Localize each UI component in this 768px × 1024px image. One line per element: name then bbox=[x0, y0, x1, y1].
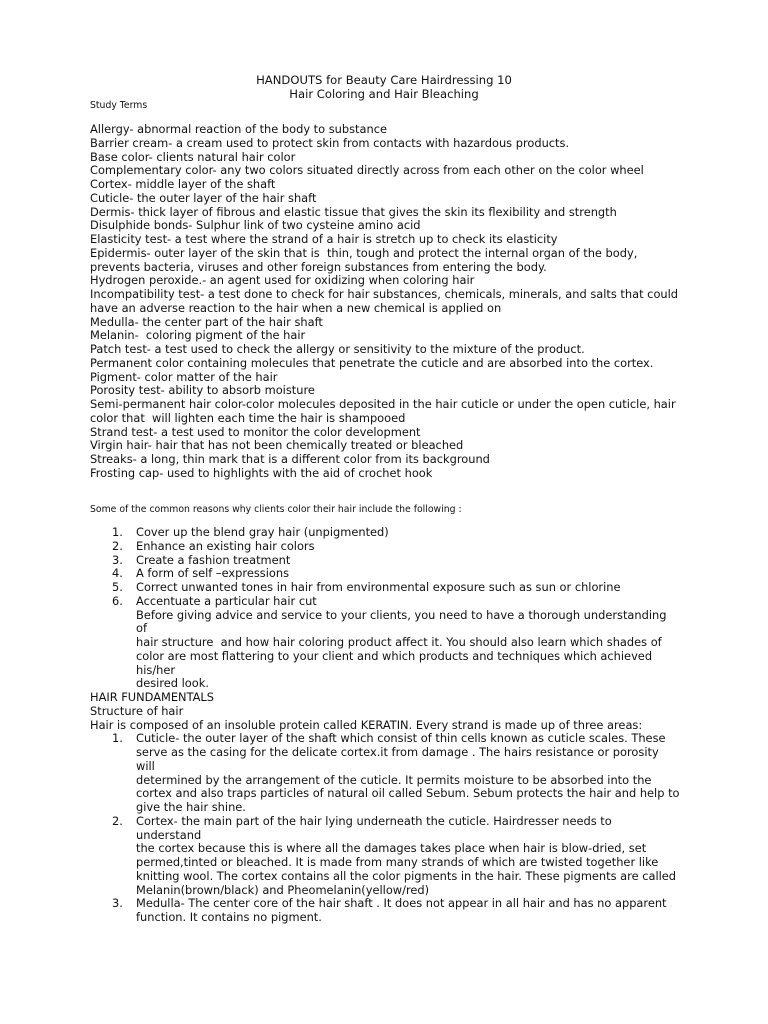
term: Barrier cream- a cream used to protect skin from contacts with hazardous products. bbox=[90, 135, 570, 150]
term: Elasticity test- a test where the strand of a hair is stretch up to check its elasticity bbox=[90, 232, 558, 246]
list-text: Cortex- the main part of the hair lying underneath the cuticle. Hairdresser needs to understand the cortex because this is where all the damages takes place when hair is blow-dried, set permed,tinted or bleached. It is made from many strands of which are twisted together like knitting wool. The cortex contains all the color pigments in the hair. These pigments are called Melanin(brown/black) and Pheomelanin(yellow/red) bbox=[136, 813, 677, 897]
advice-paragraph: Before giving advice and service to your clients, you need to have a thorough understanding of hair structure and how hair coloring product affect it. You should also learn which shades of color are most flattering to your client and which products and techniques which achieved his/her desired look. bbox=[136, 607, 667, 691]
term: Patch test- a test used to check the allergy or sensitivity to the mixture of the product. bbox=[90, 342, 585, 356]
list-text: Correct unwanted tones in hair from environmental exposure such as sun or chlorine bbox=[136, 580, 621, 594]
list-number: 5. bbox=[112, 580, 123, 594]
list-number: 6. bbox=[112, 593, 123, 608]
list-item bbox=[90, 732, 680, 815]
list-number: 3. bbox=[112, 552, 123, 567]
section-subheading: Structure of hair bbox=[90, 703, 184, 718]
term: Pigment- color matter of the hair bbox=[90, 369, 278, 384]
study-terms-list bbox=[90, 123, 680, 481]
list-text: Cover up the blend gray hair (unpigmented) bbox=[136, 525, 389, 539]
list-number: 1. bbox=[112, 525, 123, 539]
list-number: 3. bbox=[112, 896, 123, 911]
term: Base color- clients natural hair color bbox=[90, 149, 296, 164]
term: Allergy- abnormal reaction of the body to substance bbox=[90, 122, 387, 136]
term: Porosity test- ability to absorb moisture bbox=[90, 383, 315, 398]
list-item bbox=[90, 540, 680, 554]
list-text: Cuticle- the outer layer of the shaft which consist of thin cells known as cuticle scales. These serve as the casing for the delicate cortex.it from damage . The hairs resistance or porosity will determined by the arrangement of the cuticle. It permits moisture to be absorbed into the cortex and also traps particles of natural oil called Sebum. Sebum protects the hair and help to give the hair shine. bbox=[136, 731, 680, 814]
study-terms-label: Study Terms bbox=[90, 100, 148, 111]
term: Frosting cap- used to highlights with the aid of crochet hook bbox=[90, 465, 433, 480]
term: Melanin- coloring pigment of the hair bbox=[90, 328, 306, 343]
document-title: HANDOUTS for Beauty Care Hairdressing 10 bbox=[256, 73, 512, 87]
term: Semi-permanent hair color-color molecules deposited in the hair cuticle or under the open cuticle, hair color that will lighten each time the hair is shampooed bbox=[90, 397, 676, 425]
reasons-intro: Some of the common reasons why clients color their hair include the following : bbox=[90, 504, 462, 515]
list-item bbox=[90, 897, 680, 925]
list-text: A form of self –expressions bbox=[136, 566, 289, 581]
list-item bbox=[90, 554, 680, 568]
reasons-section bbox=[90, 526, 680, 925]
term: Permanent color containing molecules that penetrate the cuticle and are absorbed into the cortex. bbox=[90, 355, 654, 370]
list-text: Create a fashion treatment bbox=[136, 552, 291, 567]
term: Complementary color- any two colors situated directly across from each other on the color wheel bbox=[90, 163, 644, 178]
term: Cortex- middle layer of the shaft bbox=[90, 177, 276, 191]
list-item bbox=[90, 526, 680, 540]
term: Virgin hair- hair that has not been chemically treated or bleached bbox=[90, 438, 464, 453]
list-text: Enhance an existing hair colors bbox=[136, 538, 315, 553]
term: Disulphide bonds- Sulphur link of two cysteine amino acid bbox=[90, 218, 421, 233]
term: Cuticle- the outer layer of the hair shaft bbox=[90, 190, 317, 205]
term: Medulla- the center part of the hair shaft bbox=[90, 314, 323, 329]
section-intro: Hair is composed of an insoluble protein called KERATIN. Every strand is made up of three areas: bbox=[90, 717, 643, 732]
list-number: 2. bbox=[112, 538, 123, 553]
list-number: 1. bbox=[112, 731, 123, 746]
term: Epidermis- outer layer of the skin that is thin, tough and protect the internal organ of the body, prevents bacteria, viruses and other foreign substances from entering the body. bbox=[90, 245, 638, 274]
term: Hydrogen peroxide.- an agent used for oxidizing when coloring hair bbox=[90, 273, 475, 288]
section-heading: HAIR FUNDAMENTALS bbox=[90, 690, 215, 704]
list-number: 2. bbox=[112, 813, 123, 828]
list-item bbox=[90, 581, 680, 595]
term: Dermis- thick layer of fibrous and elastic tissue that gives the skin its flexibility and strength bbox=[90, 204, 617, 219]
list-item bbox=[90, 815, 680, 898]
list-text: Accentuate a particular hair cut bbox=[136, 593, 317, 608]
list-item bbox=[90, 567, 680, 581]
term: Incompatibility test- a test done to check for hair substances, chemicals, minerals, and salts that could have an adverse reaction to the hair when a new chemical is applied on bbox=[90, 287, 679, 315]
term: Streaks- a long, thin mark that is a different color from its background bbox=[90, 452, 490, 466]
term: Strand test- a test used to monitor the color development bbox=[90, 424, 421, 439]
list-text: Medulla- The center core of the hair shaft . It does not appear in all hair and has no apparent function. It contains no pigment. bbox=[136, 896, 667, 924]
list-number: 4. bbox=[112, 566, 123, 581]
list-item bbox=[90, 595, 680, 609]
document-subtitle: Hair Coloring and Hair Bleaching bbox=[289, 87, 479, 101]
